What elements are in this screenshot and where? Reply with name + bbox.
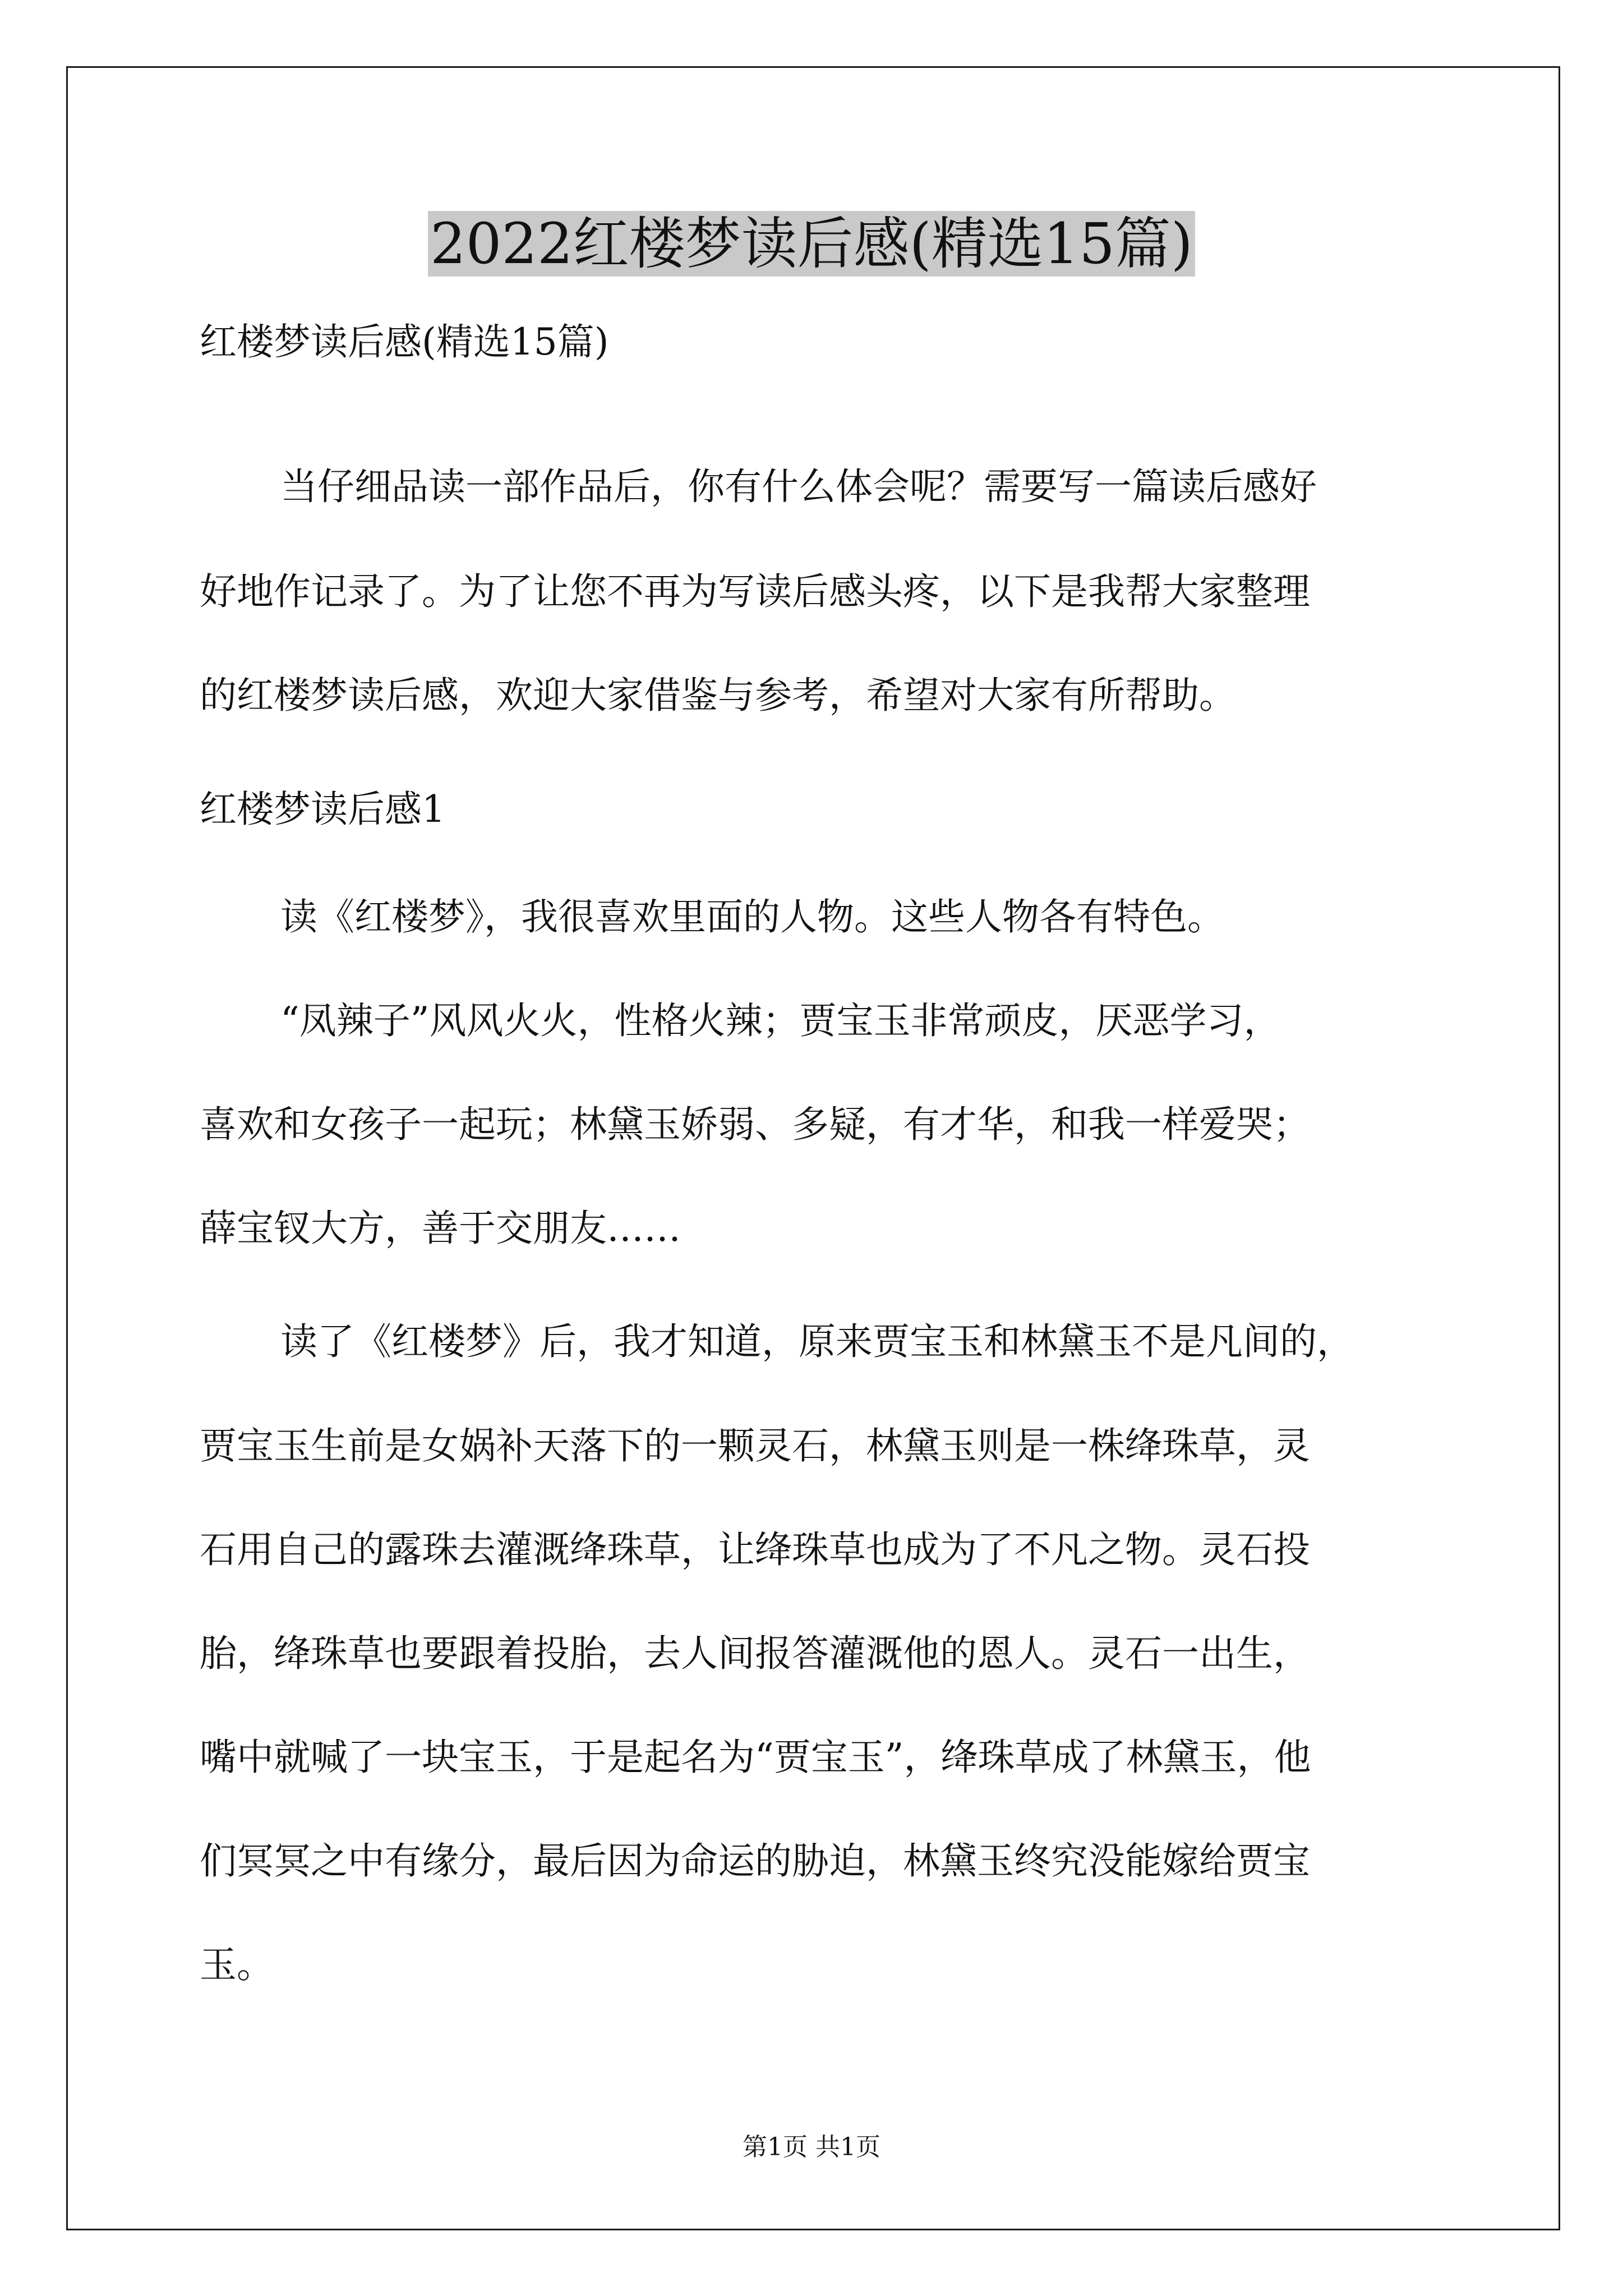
document-title <box>0 205 1623 283</box>
paragraph-line: 玉。 <box>200 1943 274 1986</box>
section-heading: 红楼梦读后感1 <box>200 788 445 831</box>
paragraph-line: 读《红楼梦》，我很喜欢里面的人物。这些人物各有特色。 <box>280 895 1224 938</box>
paragraph-line: 薛宝钗大方，善于交朋友…… <box>200 1207 681 1250</box>
paragraph-line: 嘴中就喊了一块宝玉，于是起名为“贾宝玉”，绛珠草成了林黛玉，他 <box>200 1736 1311 1779</box>
paragraph-line: 胎，绛珠草也要跟着投胎，去人间报答灌溉他的恩人。灵石一出生， <box>200 1632 1310 1675</box>
paragraph-line: “凤辣子”风风火火，性格火辣；贾宝玉非常顽皮，厌恶学习， <box>280 999 1281 1042</box>
paragraph-line: 读了《红楼梦》后，我才知道，原来贾宝玉和林黛玉不是凡间的， <box>280 1320 1354 1363</box>
document-title-text: 2022红楼梦读后感(精选15篇) <box>428 211 1195 277</box>
subtitle-line: 红楼梦读后感(精选15篇) <box>200 320 609 364</box>
paragraph-line: 好地作记录了。为了让您不再为写读后感头疼，以下是我帮大家整理 <box>200 570 1310 613</box>
paragraph-line: 当仔细品读一部作品后，你有什么体会呢？需要写一篇读后感好 <box>280 465 1317 508</box>
paragraph-line: 贾宝玉生前是女娲补天落下的一颗灵石，林黛玉则是一株绛珠草，灵 <box>200 1424 1310 1467</box>
paragraph-line: 石用自己的露珠去灌溉绛珠草，让绛珠草也成为了不凡之物。灵石投 <box>200 1528 1310 1571</box>
page-number-footer: 第1页 共1页 <box>743 2133 880 2161</box>
paragraph-line: 们冥冥之中有缘分，最后因为命运的胁迫，林黛玉终究没能嫁给贾宝 <box>200 1839 1310 1883</box>
paragraph-line: 的红楼梦读后感，欢迎大家借鉴与参考，希望对大家有所帮助。 <box>200 674 1236 717</box>
paragraph-line: 喜欢和女孩子一起玩；林黛玉娇弱、多疑，有才华，和我一样爱哭； <box>200 1103 1310 1146</box>
